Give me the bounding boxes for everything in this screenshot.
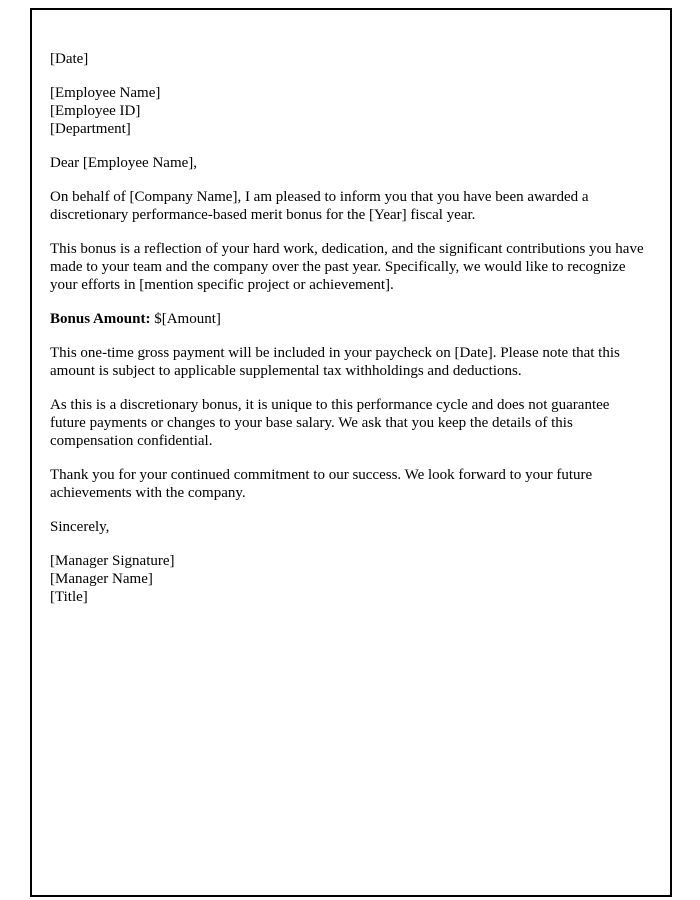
- manager-signature-line: [Manager Signature]: [50, 553, 175, 569]
- closing: Sincerely,: [50, 519, 110, 535]
- recipient-name-line: [Employee Name]: [50, 85, 161, 101]
- manager-name-line: [Manager Name]: [50, 571, 153, 587]
- signature-block: [50, 552, 644, 606]
- salutation-block: [50, 154, 644, 172]
- recognition-paragraph: This bonus is a reflection of your hard work, dedication, and the significant contributions you have made to your team and the company over the past year. Specifically, we would like to recognize your efforts in [mention specific project or achievement].: [50, 241, 644, 293]
- bonus-amount-line: [50, 310, 644, 328]
- date-line: [Date]: [50, 51, 89, 67]
- bonus-amount-value: $[Amount]: [150, 311, 221, 327]
- closing-block: [50, 518, 644, 536]
- bonus-amount-label: Bonus Amount:: [50, 311, 151, 327]
- salutation: Dear [Employee Name],: [50, 155, 198, 171]
- recipient-id-line: [Employee ID]: [50, 103, 141, 119]
- payment-paragraph: This one-time gross payment will be included in your paycheck on [Date]. Please note that this amount is subject to applicable supplemental tax withholdings and deductions.: [50, 345, 620, 379]
- thanks-paragraph: Thank you for your continued commitment to our success. We look forward to your future achievements with the company.: [50, 467, 593, 501]
- letter-page: [30, 8, 672, 897]
- recipient-block: [50, 84, 644, 138]
- date-block: [50, 50, 644, 68]
- manager-title-line: [Title]: [50, 589, 88, 605]
- intro-paragraph: On behalf of [Company Name], I am pleased to inform you that you have been awarded a discretionary performance-based merit bonus for the [Year] fiscal year.: [50, 189, 589, 223]
- confidentiality-paragraph: As this is a discretionary bonus, it is unique to this performance cycle and does not guarantee future payments or changes to your base salary. We ask that you keep the details of this compensation confidential.: [50, 397, 610, 449]
- recipient-department-line: [Department]: [50, 121, 131, 137]
